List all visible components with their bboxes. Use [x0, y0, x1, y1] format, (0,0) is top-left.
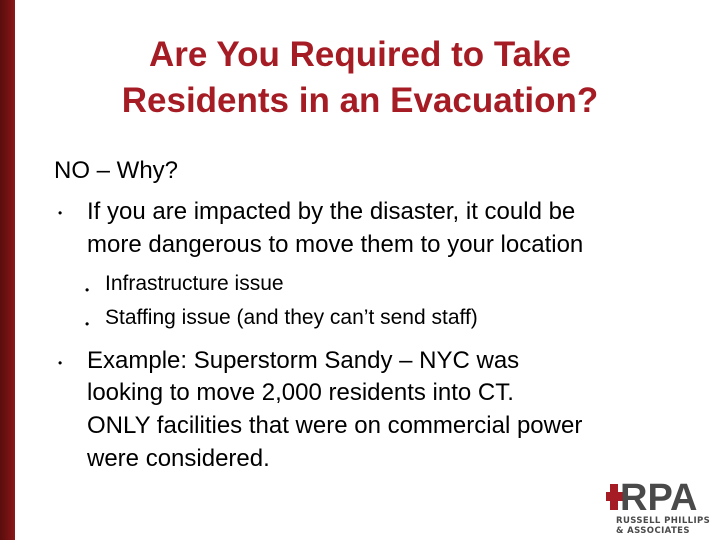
bullet1-line-2: more dangerous to move them to your location — [87, 231, 584, 258]
subbullet-glyph: • — [85, 283, 90, 297]
logo-name-line-1: RUSSELL PHILLIPS — [616, 516, 711, 526]
logo-mark: RPA — [620, 477, 698, 519]
subbullet-glyph: • — [85, 317, 90, 331]
title-line-1: Are You Required to Take — [148, 35, 572, 74]
bullet2-line-2: looking to move 2,000 residents into CT. — [87, 379, 514, 406]
left-accent-bar — [0, 0, 15, 540]
bullet1-line-1: If you are impacted by the disaster, it could be — [87, 198, 576, 225]
bullet2-line-3: ONLY facilities that were on commercial power — [87, 412, 583, 439]
bullet-glyph: • — [58, 206, 63, 220]
title-line-2: Residents in an Evacuation? — [121, 81, 599, 120]
slide-title — [40, 32, 680, 124]
logo-company-name — [616, 516, 710, 536]
bullet2-line-4: were considered. — [87, 445, 270, 472]
subbullet-1: Infrastructure issue — [105, 272, 284, 295]
heading-no-why: NO – Why? — [54, 157, 179, 184]
bullet-glyph: • — [58, 356, 63, 370]
bullet2-line-1: Example: Superstorm Sandy – NYC was — [87, 347, 520, 374]
logo-name-line-2: & ASSOCIATES — [616, 526, 690, 536]
subbullet-2: Staffing issue (and they can’t send staff) — [105, 306, 478, 329]
